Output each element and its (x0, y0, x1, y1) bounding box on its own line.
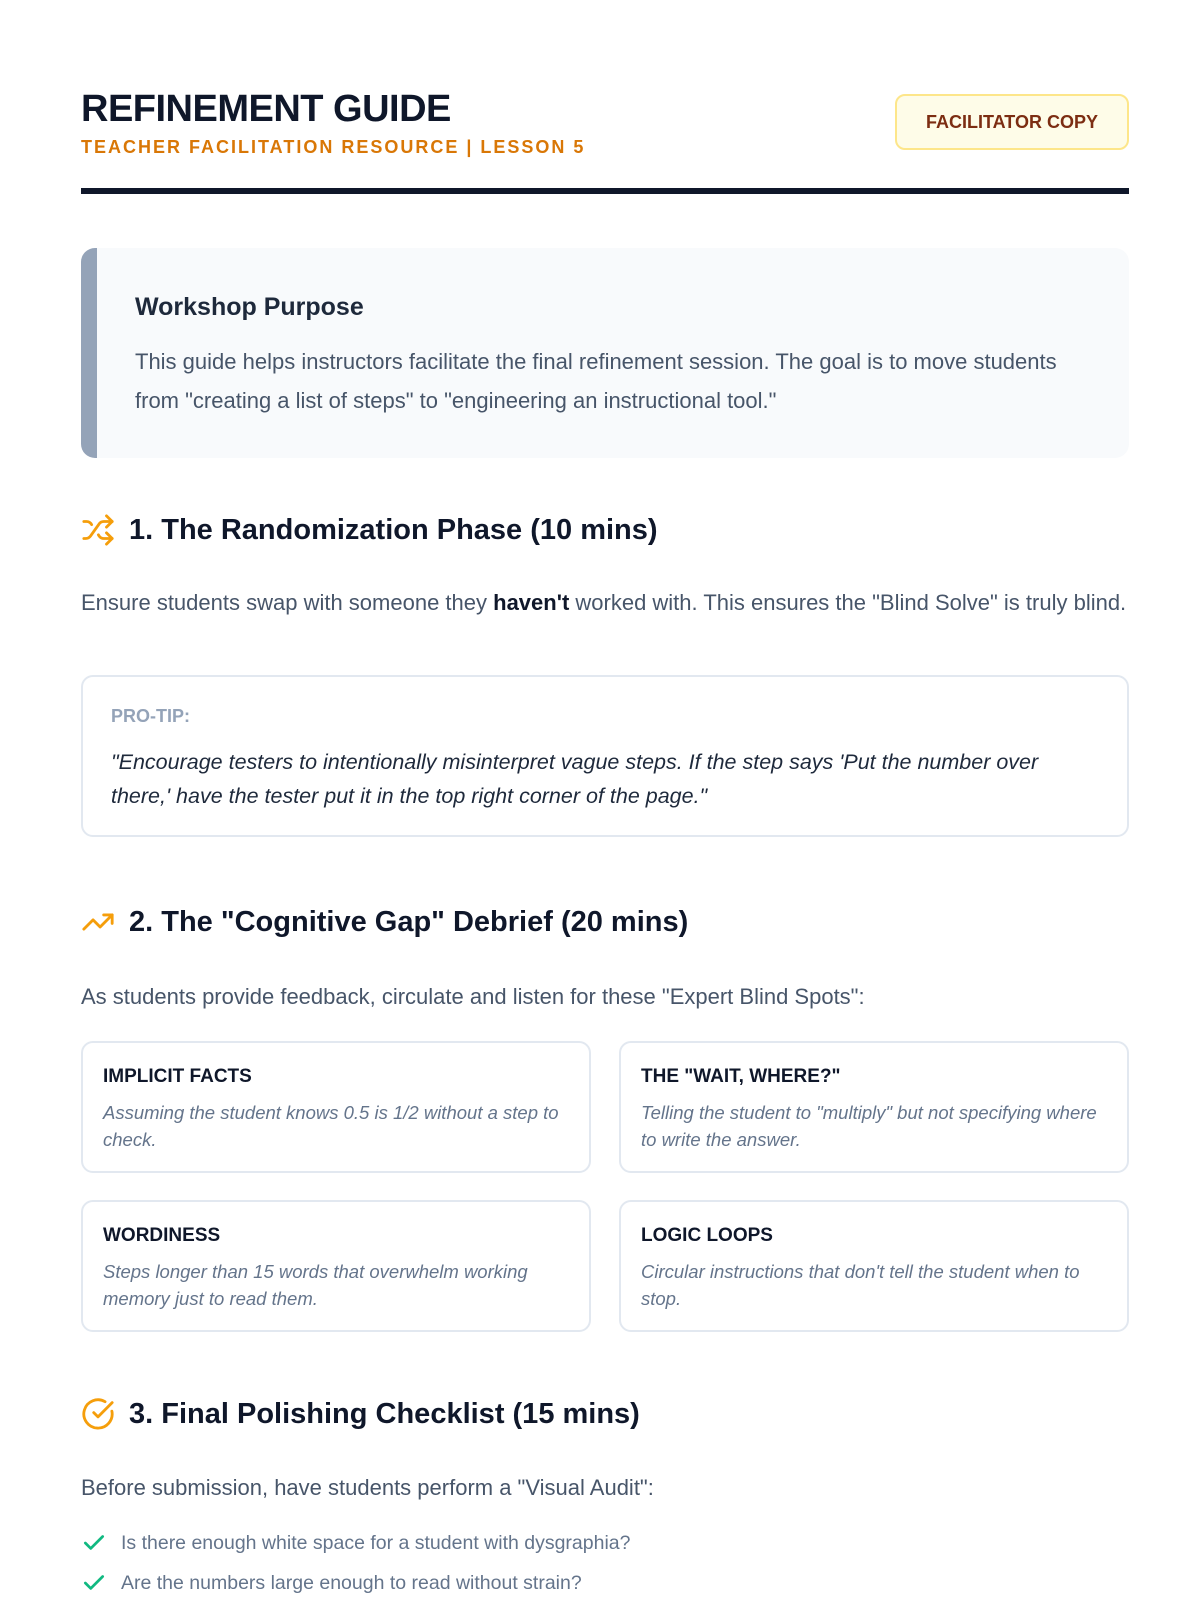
section-2-heading (81, 902, 688, 942)
blind-spot-card (619, 1200, 1129, 1332)
section-2-title: 2. The "Cognitive Gap" Debrief (20 mins) (129, 906, 689, 938)
card-text: Circular instructions that don't tell the student when to stop. (641, 1261, 1080, 1309)
checklist-item-text: Is there enough white space for a student with dysgraphia? (121, 1531, 631, 1554)
blind-spot-card (81, 1041, 591, 1173)
card-text: Steps longer than 15 words that overwhelm working memory just to read them. (103, 1261, 528, 1309)
card-title: IMPLICIT FACTS (103, 1066, 252, 1087)
checklist-item (81, 1529, 631, 1557)
checklist-item (81, 1569, 582, 1597)
pro-tip-label: PRO-TIP: (111, 706, 190, 726)
purpose-title: Workshop Purpose (135, 293, 364, 321)
trending-up-icon (81, 905, 115, 939)
facilitator-badge: FACILITATOR COPY (895, 94, 1129, 150)
document-header (81, 88, 1129, 194)
card-title: WORDINESS (103, 1225, 221, 1246)
section-2-intro: As students provide feedback, circulate and listen for these "Expert Blind Spots": (81, 984, 865, 1009)
section-1-text (81, 586, 1131, 620)
checklist-item-text: Are the numbers large enough to read without strain? (121, 1571, 582, 1594)
card-text: Assuming the student knows 0.5 is 1/2 without a step to check. (103, 1102, 559, 1150)
section-1-heading (81, 510, 658, 550)
section-3-heading (81, 1394, 640, 1434)
blind-spot-card (81, 1200, 591, 1332)
blind-spot-card (619, 1041, 1129, 1173)
pro-tip-text: "Encourage testers to intentionally misinterpret vague steps. If the step says 'Put the number over there,' have the tester put it in the top right corner of the page." (111, 750, 1039, 808)
section-1-text-emphasis: haven't (493, 590, 570, 615)
section-1-title: 1. The Randomization Phase (10 mins) (129, 514, 658, 546)
section-1-text-start: Ensure students swap with someone they (81, 590, 494, 615)
purpose-text: This guide helps instructors facilitate the final refinement session. The goal is to move students from "creating a list of steps" to "engineering an instructional tool." (135, 349, 1057, 413)
card-title: THE "WAIT, WHERE?" (641, 1066, 841, 1087)
section-1-text-end: worked with. This ensures the "Blind Solve" is truly blind. (569, 590, 1127, 615)
workshop-purpose-callout (81, 248, 1129, 458)
document-title: REFINEMENT GUIDE (81, 88, 451, 130)
pro-tip-box (81, 675, 1129, 837)
card-title: LOGIC LOOPS (641, 1225, 773, 1246)
card-text: Telling the student to "multiply" but not specifying where to write the answer. (641, 1102, 1097, 1150)
section-3-intro: Before submission, have students perform a "Visual Audit": (81, 1475, 654, 1500)
section-3-title: 3. Final Polishing Checklist (15 mins) (129, 1398, 640, 1430)
checkmark-icon (81, 1530, 107, 1556)
checkmark-icon (81, 1570, 107, 1596)
check-circle-icon (81, 1397, 115, 1431)
shuffle-icon (81, 513, 115, 547)
document-subtitle: TEACHER FACILITATION RESOURCE | LESSON 5 (81, 137, 586, 157)
